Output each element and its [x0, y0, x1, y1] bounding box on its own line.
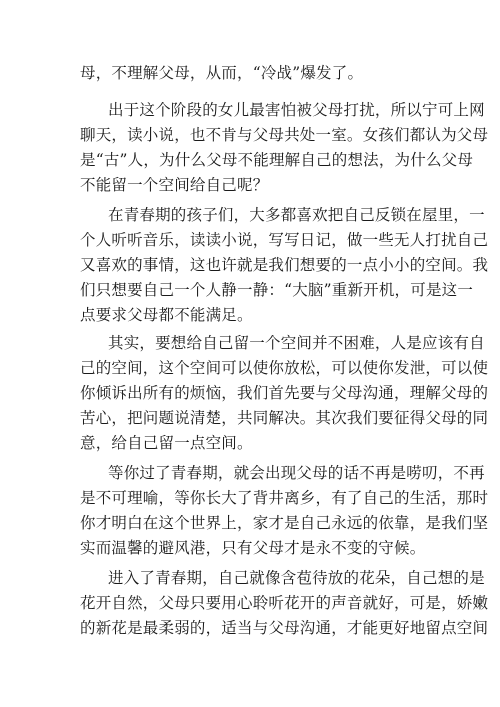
paragraph-1-line: 出于这个阶段的女儿最害怕被父母打扰，所以宁可上网: [108, 101, 485, 119]
paragraph-3-line: 意，给自己留一点空间。: [80, 434, 253, 452]
paragraph-2-line: 又喜欢的事情，这也许就是我们想要的一点小小的空间。我: [80, 256, 489, 274]
paragraph-3-line: 你倾诉出所有的烦恼，我们首先要与父母沟通，理解父母的: [80, 384, 489, 402]
text-line: 母，不理解父母，从而，“冷战”爆发了。: [80, 64, 364, 82]
paragraph-3-line: 其实，要想给自己留一个空间并不困难，人是应该有自: [108, 334, 485, 352]
paragraph-2-line: 个人听听音乐，读读小说，写写日记，做一些无人打扰自己: [80, 231, 489, 249]
paragraph-1-line: 不能留一个空间给自己呢？: [80, 176, 269, 194]
paragraph-5-line: 的新花是最柔弱的，适当与父母沟通，才能更好地留点空间: [80, 619, 489, 637]
paragraph-2-line: 点要求父母都不能满足。: [80, 306, 253, 324]
paragraph-3-line: 苦心，把问题说清楚，共同解决。其次我们要征得父母的同: [80, 409, 489, 427]
paragraph-1-line: 是“古”人，为什么父母不能理解自己的想法，为什么父母: [80, 151, 474, 169]
paragraph-5-line: 花开自然，父母只要用心聆听花开的声音就好，可是，娇嫩: [80, 594, 489, 612]
paragraph-4-line: 等你过了青春期，就会出现父母的话不再是唠叨，不再: [108, 464, 485, 482]
paragraph-2-line: 们只想要自己一个人静一静：“大脑”重新开机，可是这一: [80, 281, 474, 299]
paragraph-4-line: 是不可理喻，等你长大了背井离乡，有了自己的生活，那时: [80, 489, 489, 507]
paragraph-2-line: 在青春期的孩子们，大多都喜欢把自己反锁在屋里，一: [108, 206, 485, 224]
paragraph-1-line: 聊天，读小说，也不肯与父母共处一室。女孩们都认为父母: [80, 126, 489, 144]
paragraph-5-line: 进入了青春期，自己就像含苞待放的花朵，自己想的是: [108, 569, 485, 587]
paragraph-3-line: 己的空间，这个空间可以使你放松，可以使你发泄，可以使: [80, 359, 489, 377]
paragraph-4-line: 你才明白在这个世界上，家才是自己永远的依靠，是我们坚: [80, 514, 489, 532]
paragraph-4-line: 实而温馨的避风港，只有父母才是永不变的守候。: [80, 539, 426, 557]
